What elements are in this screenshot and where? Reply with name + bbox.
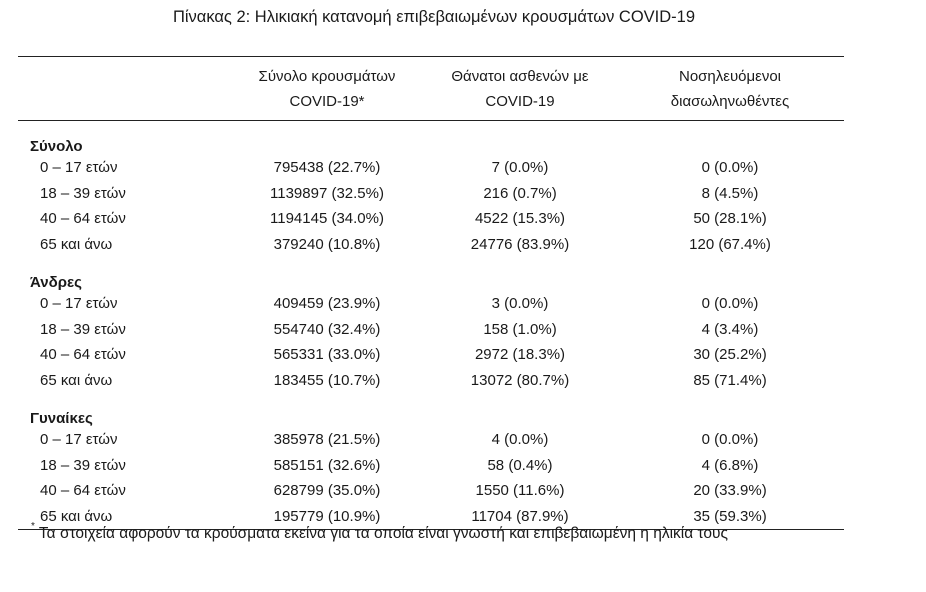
age-label: 0 – 17 ετών xyxy=(40,295,118,313)
table-row xyxy=(18,342,844,368)
intubated-cell: 50 (28.1%) xyxy=(693,210,767,228)
footnote xyxy=(31,521,728,543)
age-label: 40 – 64 ετών xyxy=(40,210,126,228)
header-line: Σύνολο κρουσμάτων xyxy=(258,67,396,85)
intubated-cell: 30 (25.2%) xyxy=(693,346,767,364)
group-label: Γυναίκες xyxy=(30,410,93,427)
table-row xyxy=(18,427,844,453)
table-title: Πίνακας 2: Ηλικιακή κατανομή επιβεβαιωμένων κρουσμάτων COVID-19 xyxy=(172,8,696,26)
deaths-cell: 3 (0.0%) xyxy=(491,295,549,313)
deaths-cell: 158 (1.0%) xyxy=(483,320,557,338)
intubated-cell: 4 (3.4%) xyxy=(701,320,759,338)
header-line: διασωληνωθέντες xyxy=(670,92,790,110)
cases-cell: 379240 (10.8%) xyxy=(273,235,381,253)
cases-cell: 1194145 (34.0%) xyxy=(270,210,384,228)
table-row xyxy=(18,478,844,504)
cases-cell: 554740 (32.4%) xyxy=(273,320,381,338)
cases-cell: 1139897 (32.5%) xyxy=(270,184,384,202)
table-row xyxy=(18,317,844,343)
deaths-cell: 58 (0.4%) xyxy=(487,456,553,474)
cases-cell: 195779 (10.9%) xyxy=(230,504,424,530)
footnote-mark: * xyxy=(31,521,35,532)
age-label: 18 – 39 ετών xyxy=(40,184,126,202)
cases-cell: 385978 (21.5%) xyxy=(273,431,381,449)
cases-cell: 628799 (35.0%) xyxy=(273,482,381,500)
table-row xyxy=(18,181,844,207)
intubated-cell: 0 (0.0%) xyxy=(701,295,759,313)
deaths-cell: 7 (0.0%) xyxy=(491,159,549,177)
intubated-cell: 0 (0.0%) xyxy=(701,159,759,177)
intubated-cell: 120 (67.4%) xyxy=(689,235,771,253)
header-empty-cell xyxy=(18,57,230,121)
table-row xyxy=(18,453,844,479)
age-label: 65 και άνω xyxy=(40,235,113,253)
intubated-cell: 85 (71.4%) xyxy=(693,371,767,389)
age-label: 65 και άνω xyxy=(18,504,230,530)
cases-cell: 409459 (23.9%) xyxy=(273,295,381,313)
intubated-cell: 20 (33.9%) xyxy=(693,482,767,500)
table-body xyxy=(18,121,844,530)
table-row xyxy=(18,291,844,317)
group-header-row xyxy=(18,121,844,156)
group-label: Άνδρες xyxy=(30,274,82,291)
age-label: 40 – 64 ετών xyxy=(40,482,126,500)
header-line: Θάνατοι ασθενών με xyxy=(451,67,589,85)
deaths-cell: 4 (0.0%) xyxy=(491,431,549,449)
intubated-cell: 0 (0.0%) xyxy=(701,431,759,449)
deaths-cell: 2972 (18.3%) xyxy=(474,346,566,364)
group-label: Σύνολο xyxy=(30,138,83,155)
age-label: 65 και άνω xyxy=(40,371,113,389)
table-row xyxy=(18,368,844,394)
header-deaths xyxy=(424,57,616,121)
age-label: 18 – 39 ετών xyxy=(40,320,126,338)
header-line: COVID-19* xyxy=(289,92,365,110)
header-line: Νοσηλευόμενοι xyxy=(678,67,781,85)
group-header-row xyxy=(18,257,844,291)
deaths-cell: 24776 (83.9%) xyxy=(470,235,570,253)
cases-cell: 795438 (22.7%) xyxy=(273,159,381,177)
age-label: 40 – 64 ετών xyxy=(40,346,126,364)
table-header xyxy=(18,57,844,121)
intubated-cell: 35 (59.3%) xyxy=(616,504,844,530)
header-total-cases xyxy=(230,57,424,121)
age-label: 18 – 39 ετών xyxy=(40,456,126,474)
group-header-row xyxy=(18,393,844,427)
table-row xyxy=(18,206,844,232)
age-label: 0 – 17 ετών xyxy=(40,431,118,449)
deaths-cell: 4522 (15.3%) xyxy=(474,210,566,228)
age-distribution-table xyxy=(18,56,844,530)
deaths-cell: 1550 (11.6%) xyxy=(475,482,565,500)
age-label: 0 – 17 ετών xyxy=(40,159,118,177)
footnote-text: Τα στοιχεία αφορούν τα κρούσματα εκείνα για τα οποία είναι γνωστή και επιβεβαιωμένη η ηλικία τους xyxy=(38,525,728,543)
deaths-cell: 11704 (87.9%) xyxy=(424,504,616,530)
table-row xyxy=(18,155,844,181)
table-row xyxy=(18,232,844,258)
cases-cell: 565331 (33.0%) xyxy=(273,346,381,364)
intubated-cell: 8 (4.5%) xyxy=(701,184,759,202)
header-intubated xyxy=(616,57,844,121)
deaths-cell: 216 (0.7%) xyxy=(483,184,557,202)
header-line: COVID-19 xyxy=(485,92,555,110)
intubated-cell: 4 (6.8%) xyxy=(701,456,759,474)
cases-cell: 183455 (10.7%) xyxy=(273,371,381,389)
cases-cell: 585151 (32.6%) xyxy=(273,456,381,474)
deaths-cell: 13072 (80.7%) xyxy=(470,371,570,389)
